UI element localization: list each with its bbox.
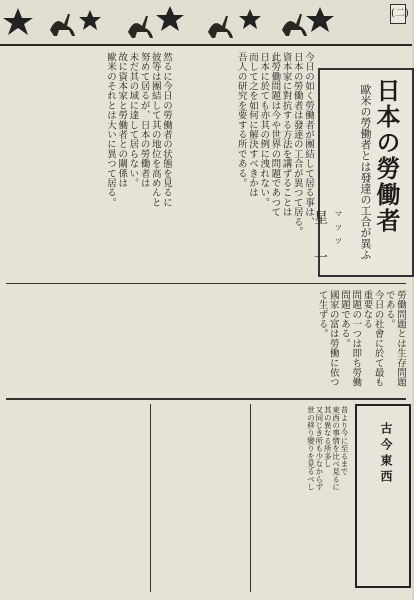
body-line: 日本に於ても亦其の例に洩れない。 — [258, 52, 270, 208]
bottom-section-body — [8, 406, 348, 592]
article-body-middle — [8, 290, 406, 394]
bottom-line: 其の異なる所多し — [323, 406, 333, 468]
article-body-upper-right — [176, 52, 314, 278]
page-number: (二) — [390, 4, 406, 24]
body-line: 勞働問題とは生存問題である。 — [383, 290, 406, 387]
author-name: 星 一 — [312, 210, 328, 270]
bottom-section-header: 古今東西 — [379, 422, 393, 486]
body-line: 未だ其の域に達して居らない。 — [127, 52, 139, 188]
article-author — [310, 210, 346, 275]
body-line: 國家の富は勞働に依つて生ずる。 — [316, 290, 339, 387]
article-subtitle: 歐米の勞働者とは發達の工合が異ふ — [359, 84, 372, 260]
body-line: 今日の社會に於て最も重要なる — [361, 290, 384, 387]
star-and-deer-ornament — [0, 0, 412, 44]
bottom-section-header-box — [355, 404, 411, 588]
author-ruby: マツツ — [334, 210, 343, 251]
bottom-column-divider — [150, 404, 151, 592]
bottom-line: 又同じき所も少なからず — [314, 406, 324, 491]
bottom-column-divider — [250, 404, 251, 592]
body-line: 彼等は團結して其の地位を高めんと — [149, 52, 161, 208]
body-line: 此勞働問題は今や世界の問題であつて — [269, 52, 281, 217]
bottom-line: 世の移り變りを見るべし — [306, 406, 316, 491]
article-body-upper-left — [8, 52, 172, 278]
body-line: 歐米のそれとは大いに異つて居る。 — [104, 52, 116, 208]
tier-divider — [6, 283, 406, 284]
bottom-section-divider — [6, 398, 406, 400]
body-line: 而して之を如何に解決すべきかは — [246, 52, 258, 198]
body-line: 日本の勞働者は發達の工合が異つて居る。 — [291, 52, 303, 237]
article-title: 日本の勞働者 — [372, 78, 401, 234]
body-line: 資本家に對抗する方法を講ずることは — [280, 52, 292, 217]
body-line: 然るに今日の勞働者の状態を見るに — [161, 52, 172, 208]
body-line: 今日の如く勞働者が團結して居る事は、 — [303, 52, 314, 227]
body-line: 問題の一つは即ち勞働問題である。 — [338, 290, 362, 387]
article-title-box — [312, 68, 414, 277]
body-line: 故に資本家と勞働者との關係は — [116, 52, 128, 188]
body-line: 吾人の研究を要する所である。 — [235, 52, 247, 188]
bottom-line: 東西の事情を比べ見るに — [331, 406, 341, 491]
body-line: 努めて居るが、日本の勞働者は — [138, 52, 150, 188]
decorative-banner — [0, 0, 412, 46]
bottom-line: 昔より今に至るまで — [340, 406, 349, 476]
